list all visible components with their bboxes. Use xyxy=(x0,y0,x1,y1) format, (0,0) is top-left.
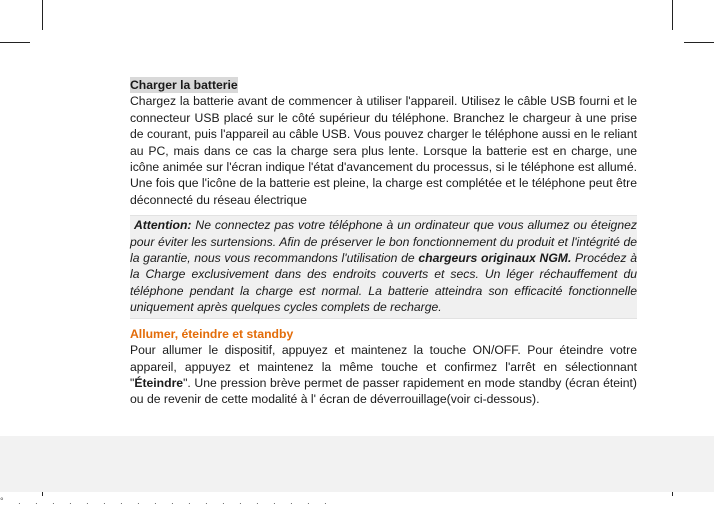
section-heading-charging: Charger la batterie xyxy=(130,78,238,92)
crop-mark-top-left-horizontal xyxy=(0,42,30,43)
power-text-after: ". Une pression brève permet de passer rapidement en mode standby (écran éteint) ou de revenir de cette modalité à l' écran de déverrouillage(voir ci-dessous). xyxy=(130,375,637,407)
attention-emphasis: chargeurs originaux NGM. xyxy=(418,251,572,266)
power-emphasis: Éteindre xyxy=(134,375,184,390)
attention-label: Attention: xyxy=(133,218,192,233)
attention-text-before: Ne connectez pas votre téléphone à un ordinateur que vous allumez ou éteignez pour éviter les surtensions. Afin de préserver le bon fonctionnement du produit et l'intégrité de la garantie, nous vous recommandons l'utilisation de xyxy=(130,218,637,266)
page-content xyxy=(130,77,637,408)
section-heading-power: Allumer, éteindre et standby xyxy=(130,326,294,341)
power-text-before: Pour allumer le dispositif, appuyez et maintenez la touche ON/OFF. Pour éteindre votre appareil, appuyez et maintenez la même touche et confirmez l'arrêt en sélectionnant " xyxy=(130,343,637,390)
attention-text-after: Procédez à la Charge exclusivement dans des endroits couverts et secs. Un léger réchauffement du téléphone pendant la charge est normal. La batterie atteindra son efficacité fonctionnelle uniquement après quelques cycles complets de recharge. xyxy=(130,251,637,315)
charging-paragraph: Chargez la batterie avant de commencer à utiliser l'appareil. Utilisez le câble USB fourni et le connecteur USB placé sur le côté supérieur du téléphone. Branchez le chargeur à une prise de courant, puis l'appareil au câble USB. Vous pouvez charger le téléphone aussi en le reliant au PC, mais dans ce cas la charge sera plus lente. Lorsque la batterie est en charge, une icône animée sur l'écran indique l'état d'avancement du processus, si le téléphone est allumé. Une fois que l'icône de la batterie est pleine, la charge est complétée et le téléphone peut être déconnecté du réseau électrique xyxy=(130,94,637,207)
attention-box xyxy=(130,215,637,318)
crop-mark-top-right-vertical xyxy=(672,0,673,30)
crop-mark-top-left-vertical xyxy=(42,0,43,30)
crop-mark-top-right-horizontal xyxy=(684,42,714,43)
power-paragraph xyxy=(130,342,637,408)
bottom-cropped-text-strip: ° . . . . . . . . . . . . . . . . . . . xyxy=(0,496,333,506)
bottom-shaded-band xyxy=(0,436,714,492)
